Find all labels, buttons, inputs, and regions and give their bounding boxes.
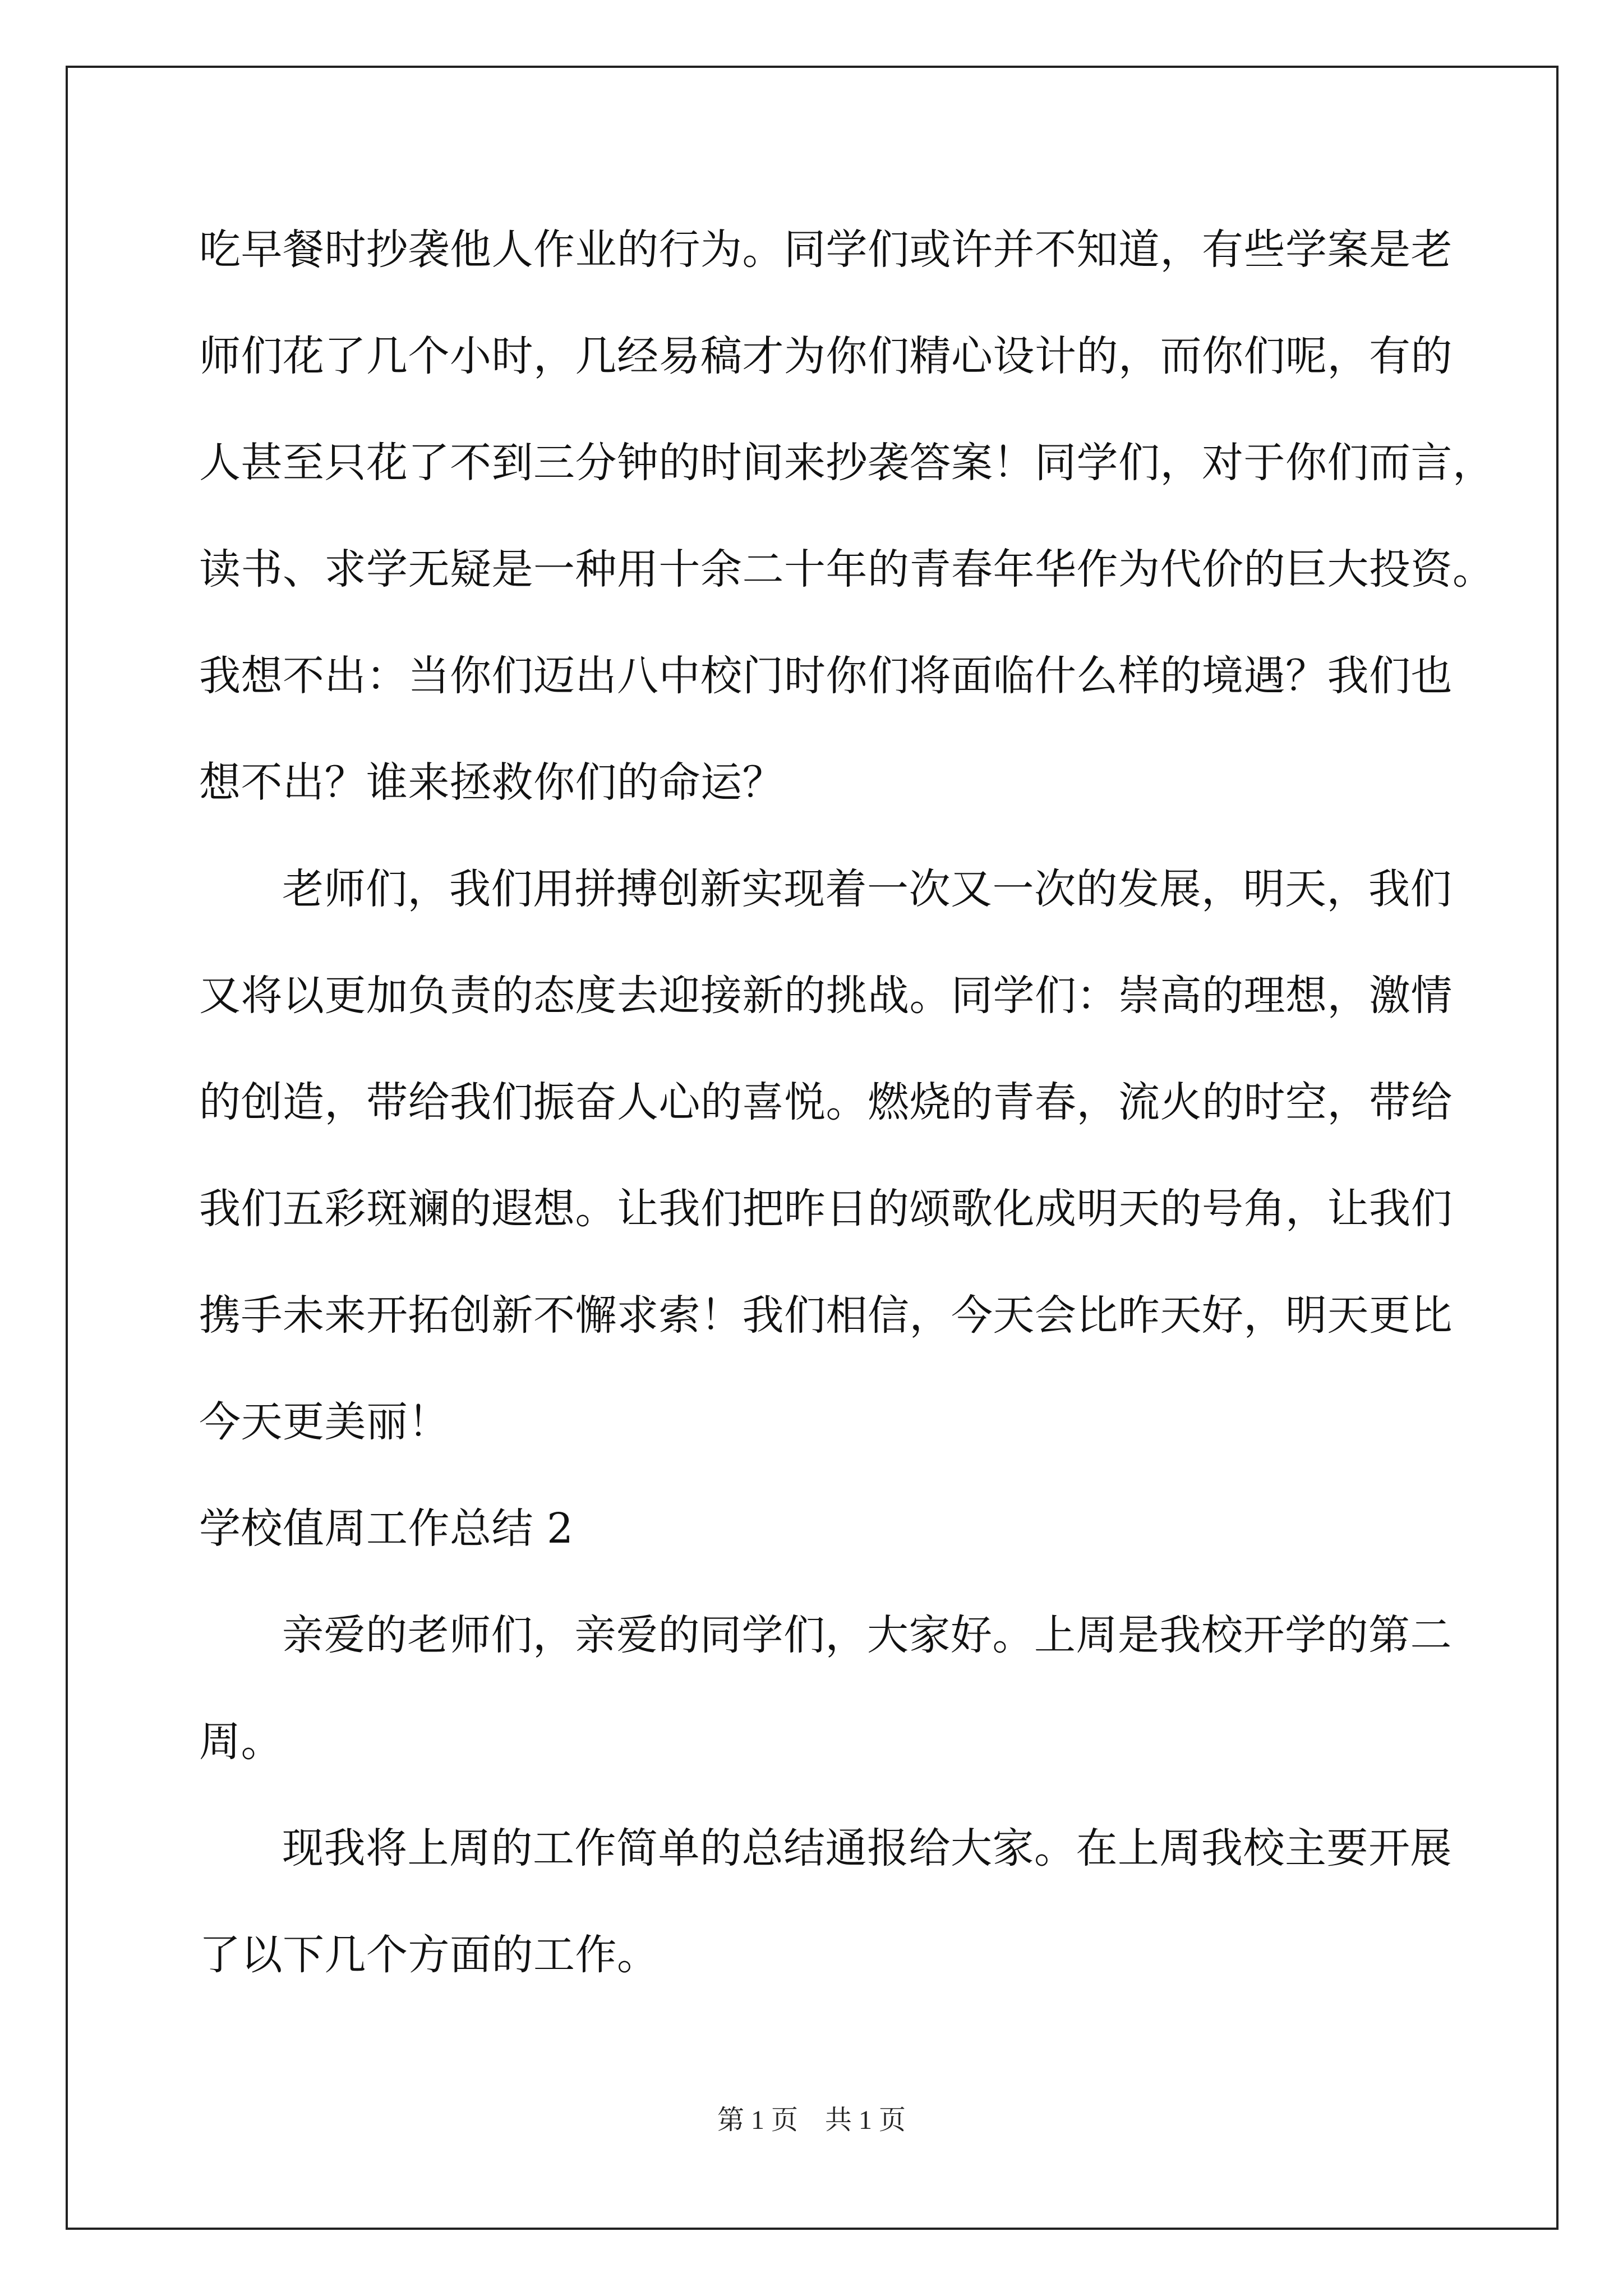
text-line: 读书、求学无疑是一种用十余二十年的青春年华作为代价的巨大投资。 — [199, 545, 1495, 593]
section-heading: 学校值周工作总结 2 — [199, 1504, 574, 1553]
page-border — [66, 66, 1559, 2230]
text-line: 我想不出：当你们迈出八中校门时你们将面临什么样的境遇？我们也 — [199, 652, 1453, 700]
page-number: 第 1 页 — [717, 2105, 798, 2135]
page-total: 共 1 页 — [825, 2105, 906, 2135]
text-line: 携手未来开拓创新不懈求索！我们相信，今天会比昨天好，明天更比 — [199, 1291, 1453, 1340]
text-line: 我们五彩斑斓的遐想。让我们把昨日的颂歌化成明天的号角，让我们 — [199, 1185, 1453, 1233]
text-line: 周。 — [199, 1718, 283, 1766]
text-line: 的创造，带给我们振奋人心的喜悦。燃烧的青春，流火的时空，带给 — [199, 1078, 1453, 1126]
paragraph-start-line: 现我将上周的工作简单的总结通报给大家。在上周我校主要开展 — [282, 1824, 1452, 1872]
text-line: 师们花了几个小时，几经易稿才为你们精心设计的，而你们呢，有的 — [199, 332, 1453, 380]
text-line: 吃早餐时抄袭他人作业的行为。同学们或许并不知道，有些学案是老 — [199, 226, 1453, 274]
paragraph-start-line: 亲爱的老师们，亲爱的同学们，大家好。上周是我校开学的第二 — [282, 1611, 1452, 1659]
text-line: 又将以更加负责的态度去迎接新的挑战。同学们：崇高的理想，激情 — [199, 972, 1453, 1020]
text-line: 了以下几个方面的工作。 — [199, 1931, 659, 1979]
page-footer — [0, 2098, 1623, 2137]
text-line: 人甚至只花了不到三分钟的时间来抄袭答案！同学们，对于你们而言， — [199, 439, 1495, 487]
text-line: 今天更美丽！ — [199, 1398, 450, 1446]
text-line: 想不出？谁来拯救你们的命运？ — [199, 758, 784, 807]
paragraph-start-line: 老师们，我们用拼搏创新实现着一次又一次的发展，明天，我们 — [282, 865, 1452, 913]
